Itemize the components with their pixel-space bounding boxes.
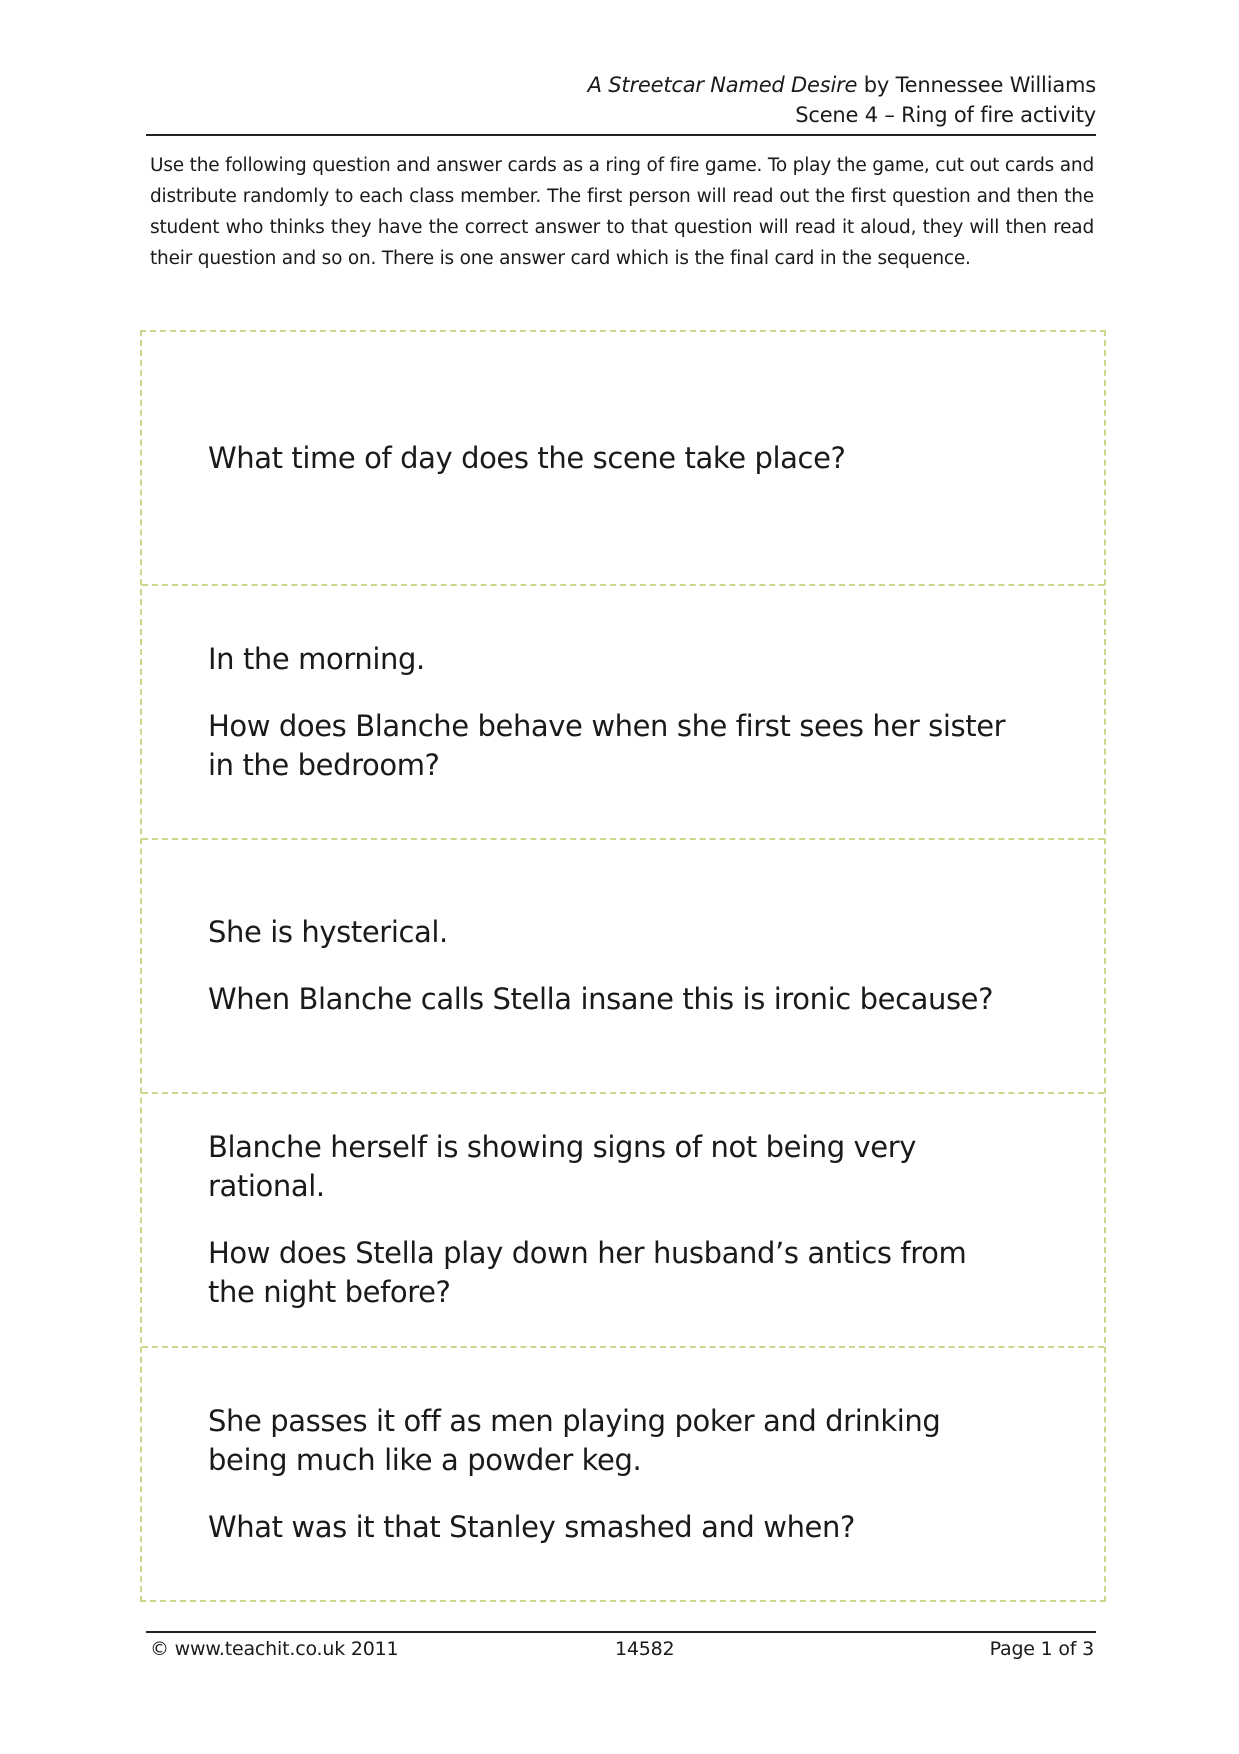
card-grid <box>140 330 1106 1602</box>
card-answer: She passes it off as men playing poker and drinking being much like a powder keg. <box>208 1403 941 1477</box>
card-answer: Blanche herself is showing signs of not being very rational. <box>208 1130 917 1203</box>
document-title-author: by Tennessee Williams <box>857 73 1096 97</box>
card-5 <box>142 1348 1104 1600</box>
card-3 <box>142 840 1104 1094</box>
footer-page-number: Page 1 of 3 <box>989 1638 1094 1660</box>
document-title-italic: A Streetcar Named Desire <box>587 73 858 97</box>
card-1 <box>142 332 1104 586</box>
card-answer: In the morning. <box>208 641 425 676</box>
card-answer: She is hysterical. <box>208 915 448 949</box>
page-header <box>146 70 1096 130</box>
page-footer <box>150 1636 1094 1662</box>
document-title <box>146 70 1096 100</box>
card-2 <box>142 586 1104 840</box>
card-4 <box>142 1094 1104 1348</box>
footer-resource-code: 14582 <box>615 1638 675 1660</box>
card-question: When Blanche calls Stella insane this is ironic because? <box>208 982 994 1016</box>
document-subtitle: Scene 4 – Ring of fire activity <box>795 103 1096 127</box>
footer-copyright: © www.teachit.co.uk 2011 <box>150 1638 399 1660</box>
card-question: What time of day does the scene take place? <box>208 440 846 475</box>
header-divider <box>146 134 1096 136</box>
card-question: How does Blanche behave when she first sees her sister in the bedroom? <box>208 708 1006 782</box>
instructions-paragraph: Use the following question and answer cards as a ring of fire game. To play the game, cut out cards and distribute randomly to each class member. The first person will read out the first question and then the student who thinks they have the correct answer to that question will read it aloud, they will then read their question and so on. There is one answer card which is the final card in the sequence. <box>150 155 1094 269</box>
card-question: What was it that Stanley smashed and when? <box>208 1509 855 1544</box>
footer-divider <box>146 1631 1096 1633</box>
card-question: How does Stella play down her husband’s antics from the night before? <box>208 1236 967 1309</box>
